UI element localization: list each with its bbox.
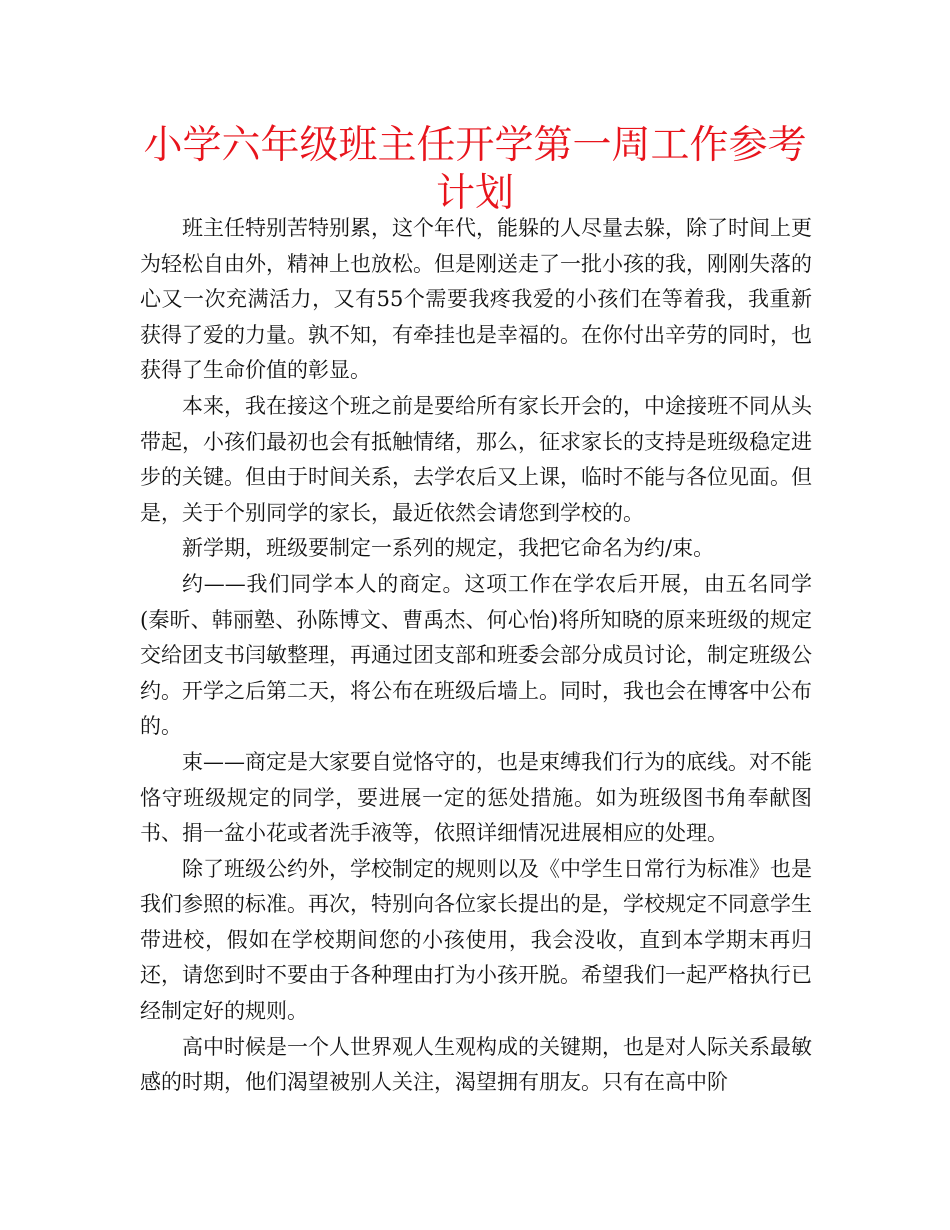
document-body [140, 211, 812, 1101]
document-title: 小学六年级班主任开学第一周工作参考计划 [143, 123, 807, 216]
paragraph: 束——商定是大家要自觉恪守的，也是束缚我们行为的底线。对不能恪守班级规定的同学，要进展一定的惩处措施。如为班级图书角奉献图书、捐一盆小花或者洗手液等，依照详细情况进展相应的处理。 [140, 749, 812, 846]
paragraph: 本来，我在接这个班之前是要给所有家长开会的，中途接班不同从头带起，小孩们最初也会有抵触情绪，那么，征求家长的支持是班级稳定进步的关键。但由于时间关系，去学农后又上课，临时不能与各位见面。但是，关于个别同学的家长，最近依然会请您到学校的。 [140, 393, 812, 525]
paragraph: 约——我们同学本人的商定。这项工作在学农后开展，由五名同学(秦昕、韩丽塾、孙陈博文、曹禹杰、何心怡)将所知晓的原来班级的规定交给团支书闫敏整理，再通过团支部和班委会部分成员讨论，制定班级公约。开学之后第二天，将公布在班级后墙上。同时，我也会在博客中公布的。 [140, 571, 812, 739]
paragraph: 除了班级公约外，学校制定的规则以及《中学生日常行为标准》也是我们参照的标准。再次，特别向各位家长提出的是，学校规定不同意学生带进校，假如在学校期间您的小孩使用，我会没收，直到本学期末再归还，请您到时不要由于各种理由打为小孩开脱。希望我们一起严格执行已经制定好的规则。 [140, 856, 812, 1024]
paragraph: 班主任特别苦特别累，这个年代，能躲的人尽量去躲，除了时间上更为轻松自由外，精神上也放松。但是刚送走了一批小孩的我，刚刚失落的心又一次充满活力，又有55个需要我疼我爱的小孩们在等着我，我重新获得了爱的力量。孰不知，有牵挂也是幸福的。在你付出辛劳的同时，也获得了生命价值的彰显。 [140, 216, 812, 383]
paragraph: 新学期，班级要制定一系列的规定，我把它命名为约/束。 [182, 536, 715, 561]
paragraph: 高中时候是一个人世界观人生观构成的关键期，也是对人际关系最敏感的时期，他们渴望被别人关注，渴望拥有朋友。只有在高中阶 [140, 1034, 812, 1095]
